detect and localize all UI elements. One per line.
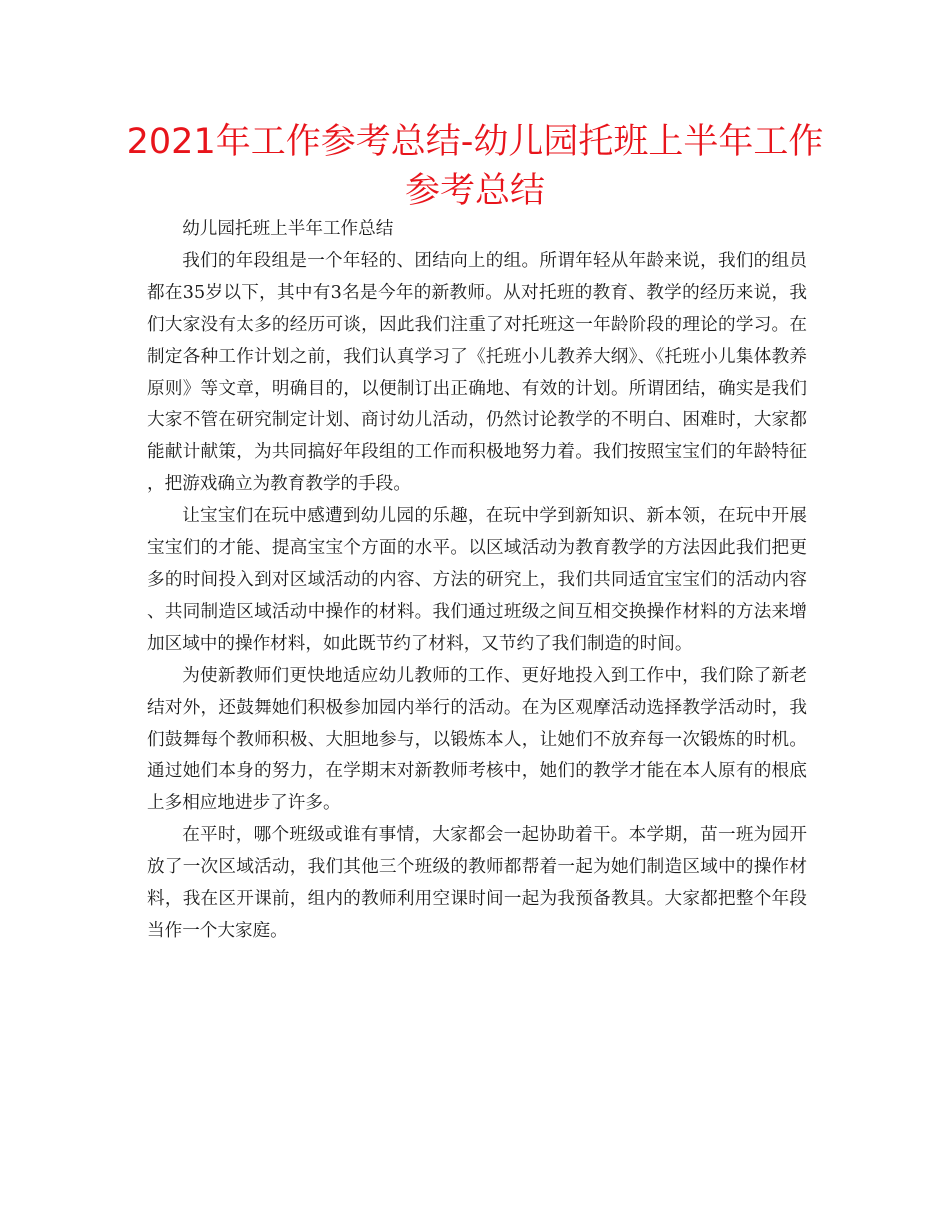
paragraph: 我们的年段组是一个年轻的、团结向上的组。所谓年轻从年龄来说，我们的组员都在35岁以下，其中有3名是今年的新教师。从对托班的教育、教学的经历来说，我们大家没有太多的经历可谈，因此我们注重了对托班这一年龄阶段的理论的学习。在制定各种工作计划之前，我们认真学习了《托班小儿教养大纲》、《托班小儿集体教养原则》等文章，明确目的，以便制订出正确地、有效的计划。所谓团结，确实是我们大家不管在研究制定计划、商讨幼儿活动，仍然讨论教学的不明白、困难时，大家都能献计献策，为共同搞好年段组的工作而积极地努力着。我们按照宝宝们的年龄特征，把游戏确立为教育教学的手段。 — [147, 250, 807, 495]
document-title: 2021年工作参考总结-幼儿园托班上半年工作参考总结 — [126, 122, 824, 211]
paragraph: 在平时，哪个班级或谁有事情，大家都会一起协助着干。本学期，苗一班为园开放了一次区域活动，我们其他三个班级的教师都帮着一起为她们制造区域中的操作材料，我在区开课前，组内的教师利用空课时间一起为我预备教具。大家都把整个年段当作一个大家庭。 — [147, 825, 807, 941]
document-body — [147, 214, 807, 948]
paragraph: 让宝宝们在玩中感遭到幼儿园的乐趣，在玩中学到新知识、新本领，在玩中开展宝宝们的才能、提高宝宝个方面的水平。以区域活动为教育教学的方法因此我们把更多的时间投入到对区域活动的内容、方法的研究上，我们共同适宜宝宝们的活动内容、共同制造区域活动中操作的材料。我们通过班级之间互相交换操作材料的方法来增加区域中的操作材料，如此既节约了材料，又节约了我们制造的时间。 — [147, 506, 807, 654]
paragraph: 为使新教师们更快地适应幼儿教师的工作、更好地投入到工作中，我们除了新老结对外，还鼓舞她们积极参加园内举行的活动。在为区观摩活动选择教学活动时，我们鼓舞每个教师积极、大胆地参与，以锻炼本人，让她们不放弃每一次锻炼的时机。通过她们本身的努力，在学期末对新教师考核中，她们的教学才能在本人原有的根底上多相应地进步了许多。 — [147, 665, 807, 814]
document-subtitle: 幼儿园托班上半年工作总结 — [182, 219, 394, 239]
